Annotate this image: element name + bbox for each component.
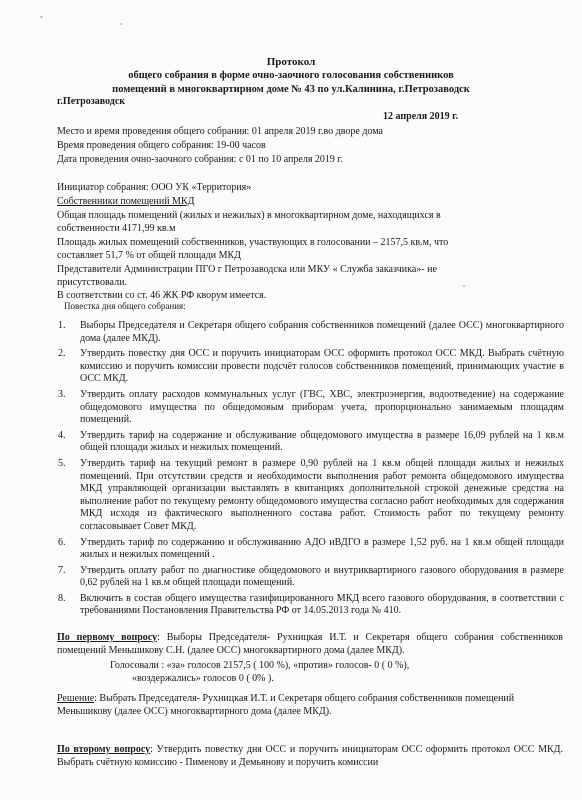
voting-area-line1: Площадь жилых помещений собственников, участвующих в голосовании – 2157,5 кв.м, что xyxy=(57,237,449,248)
agenda-item-text: Утвердить тариф по содержанию и обслуживанию АДО иВДГО в размере 1,52 руб. на 1 кв.м общей площади жилых и нежилых помещений . xyxy=(80,536,564,561)
document-title: Протокол xyxy=(266,56,316,68)
question1-text: : Выборы Председателя- Рухницкая И.Т. и Секретаря общего собрания собственников помещений Меньшикову С.Н. (далее ОСС) многоквартирного дома (далее МКД). xyxy=(57,632,563,656)
question1-paragraph xyxy=(57,632,563,657)
city: г.Петрозаводск xyxy=(57,96,126,107)
agenda-item-text: Утвердить повестку дня ОСС и поручить инициаторам ОСС оформить протокол ОСС МКД. Выбрать счётную комиссию и поручить комиссии провести подсчёт голосов собственников помещений, принимающих участие в ОСС МКД. xyxy=(80,348,564,385)
decision-label: Решение xyxy=(57,693,95,704)
agenda-heading: Повестка дня общего собрания: xyxy=(64,301,186,311)
agenda-item xyxy=(58,389,564,427)
meeting-place: Место и время проведения общего собрания: 01 апреля 2019 г.во дворе дома xyxy=(57,126,383,137)
agenda-item xyxy=(58,593,564,618)
agenda-item-number: 4. xyxy=(58,429,66,441)
agenda-item-number: 7. xyxy=(58,564,66,576)
agenda-item-number: 2. xyxy=(58,348,66,360)
total-area-line1: Общая площадь помещений (жилых и нежилых) в многоквартирном доме, находящихся в xyxy=(57,210,441,221)
agenda-item-number: 1. xyxy=(58,320,66,331)
agenda-item-text: Утвердить оплату работ по диагностике общедомового и внутриквартирного газового оборудования в размере 0,62 рублей на 1 кв.м общей площади помещений. xyxy=(80,564,564,589)
agenda-item xyxy=(58,537,564,562)
agenda-item xyxy=(58,458,564,534)
agenda-item-number: 8. xyxy=(58,592,66,604)
agenda-item xyxy=(58,320,564,345)
agenda-item-number: 3. xyxy=(58,388,66,400)
question1-label: По первому вопросу xyxy=(57,632,158,643)
agenda-item-text: Утвердить тариф на текущий ремонт в размере 0,90 рублей на 1 кв.м общей площади жилых и нежилых помещений. При отсутствии средств и необходимости выполнения работ ремонта общедомового имущества МКД управляющей организации выставлять в квитанциях дополнительной строкой денежные средства на выполнение работ по текущему ремонту общедомового имущества согласно работ необходимых для содержания МКД исходя из фактического выполненного состава работ. Стоимость работ по текущему ремонту согласовывает Совет МКД. xyxy=(80,457,564,532)
agenda-item-number: 5. xyxy=(58,457,66,469)
quorum-statement: В соответствии со ст. 46 ЖК РФ кворум имеется. xyxy=(57,290,267,301)
agenda-item-text: Утвердить тариф на содержание и обслуживание общедомового имущества в размере 16,09 рублей на 1 кв.м общей площади жилых и нежилых помещений. xyxy=(80,429,564,454)
owners-heading: Собственники помещений МКД xyxy=(57,196,195,207)
scan-speck xyxy=(120,23,122,25)
total-area-line2: собственности 4171,99 кв.м xyxy=(57,223,176,234)
agenda-item-number: 6. xyxy=(58,536,66,548)
agenda-item-text: Включить в состав общего имущества газифицированного МКД всего газового оборудования, в соответствии с требованиями Постановления Правительства РФ от 14.05.2013 года № 410. xyxy=(80,592,564,617)
agenda-list xyxy=(58,320,564,621)
agenda-item xyxy=(58,565,564,590)
meeting-time: Время проведения общего собрания: 19-00 часов xyxy=(57,140,266,151)
initiator: Инициатор собрания: ООО УК «Территория» xyxy=(57,182,252,193)
scan-speck xyxy=(40,16,43,18)
decision-text: : Выбрать Председателя- Рухницкая И.Т. и Секретаря общего собрания собственников помещений Меньшикову (далее ОСС) многоквартирного дома (далее МКД). xyxy=(57,693,515,717)
scan-speck xyxy=(463,285,465,287)
agenda-item-text: Выборы Председателя и Секретаря общего собрания собственников помещений (далее ОСС) многоквартирного дома (далее МКД). xyxy=(80,320,564,344)
question1-votes-line1: Голосовали : «за» голосов 2157,5 ( 100 %), «против» голосов- 0 ( 0 %), xyxy=(110,660,410,671)
question1-votes-line2: «воздержались» голосов 0 ( 0% ). xyxy=(132,673,274,684)
representatives-line2: присутствовали. xyxy=(57,277,127,288)
document-subtitle-line1: общего собрания в форме очно-заочного голосования собственников xyxy=(128,70,454,81)
agenda-item xyxy=(58,348,564,386)
voting-area-line2: составляет 51,7 % от общей площади МКД xyxy=(57,250,241,261)
agenda-item-text: Утвердить оплату расходов коммунальных услуг (ГВС, ХВС, электроэнергия, водоотведение) на содержание общедомового имущества по общедомовым приборам учета, пропорционально занимаемым площадям помещений. xyxy=(80,388,564,426)
agenda-item xyxy=(58,430,564,455)
question2-paragraph xyxy=(57,744,563,769)
document-date: 12 апреля 2019 г. xyxy=(383,111,459,122)
document-subtitle-line2: помещений в многоквартирном доме № 43 по ул.Калинина, г.Петрозаводск xyxy=(112,84,470,95)
question1-decision xyxy=(57,693,563,718)
question2-label: По второму вопросу xyxy=(57,744,151,755)
meeting-dates: Дата проведения очно-заочного собрания: с 01 по 10 апреля 2019 г. xyxy=(57,154,343,165)
representatives-line1: Представители Администрации ПГО г Петрозаводска или МКУ « Служба заказчика»- не xyxy=(57,264,437,275)
question2-text: : Утвердить повестку дня ОСС и поручить инициаторам ОСС оформить протокол ОСС МКД. Выбрать счётную комиссию - Пименову и Демьянову и поручить комиссии xyxy=(57,744,564,768)
